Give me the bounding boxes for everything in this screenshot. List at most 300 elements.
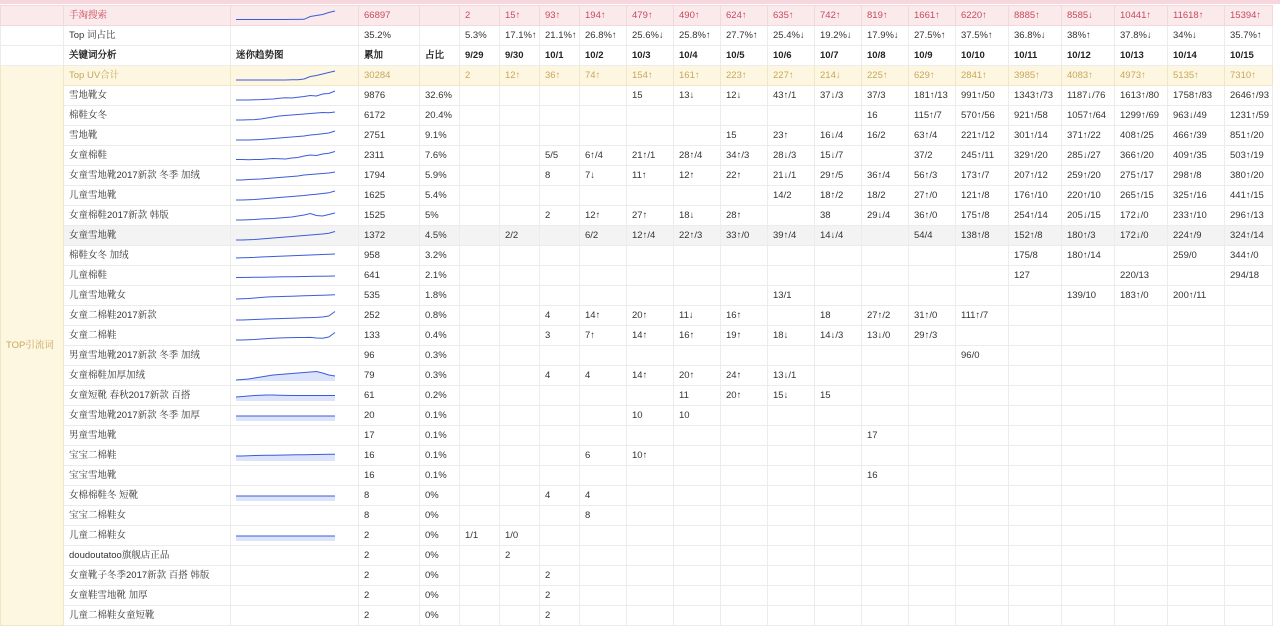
day-cell <box>862 366 909 386</box>
day-cell <box>540 346 580 366</box>
day-cell <box>674 446 721 466</box>
table-row[interactable] <box>1 166 1273 186</box>
total-cell: 8 <box>359 486 420 506</box>
day-cell: 223↑ <box>721 66 768 86</box>
day-cell: 214↓ <box>815 66 862 86</box>
sparkline-icon <box>236 610 336 622</box>
keyword-cell: 女童棉鞋 <box>64 146 231 166</box>
day-cell <box>580 266 627 286</box>
sparkline-icon <box>236 430 336 442</box>
day-cell: 10441↑ <box>1115 6 1168 26</box>
spark-cell <box>231 486 359 506</box>
day-cell: 16 <box>862 466 909 486</box>
table-row[interactable] <box>1 606 1273 626</box>
table-row[interactable] <box>1 506 1273 526</box>
day-cell <box>627 426 674 446</box>
sparkline-icon <box>236 590 336 602</box>
day-cell <box>768 546 815 566</box>
day-cell <box>1168 486 1225 506</box>
keyword-cell: 儿童雪地靴女 <box>64 286 231 306</box>
day-cell: 181↑/13 <box>909 86 956 106</box>
day-cell: 161↑ <box>674 66 721 86</box>
share-cell: 0.1% <box>420 406 460 426</box>
table-row[interactable] <box>1 226 1273 246</box>
day-cell <box>1225 326 1273 346</box>
keyword-cell: 宝宝二棉鞋女 <box>64 506 231 526</box>
day-cell <box>460 306 500 326</box>
day-cell: 18/2 <box>862 186 909 206</box>
day-cell: 4 <box>540 366 580 386</box>
day-cell: 2 <box>540 206 580 226</box>
day-cell <box>500 306 540 326</box>
day-cell <box>500 146 540 166</box>
total-cell: 1625 <box>359 186 420 206</box>
day-cell <box>1115 426 1168 446</box>
share-cell: 0% <box>420 606 460 626</box>
day-cell: 74↑ <box>580 66 627 86</box>
keyword-cell: 女童靴子冬季2017新款 百搭 韩版 <box>64 566 231 586</box>
keyword-cell: 宝宝二棉鞋 <box>64 446 231 466</box>
day-cell: 1231↑/59 <box>1225 106 1273 126</box>
day-cell <box>500 586 540 606</box>
sparkline-icon <box>236 550 336 562</box>
table-row[interactable] <box>1 566 1273 586</box>
spark-cell <box>231 206 359 226</box>
day-cell: 154↑ <box>627 66 674 86</box>
day-cell <box>674 486 721 506</box>
day-cell: 127 <box>1009 266 1062 286</box>
day-cell: 36.8%↓ <box>1009 26 1062 46</box>
day-cell <box>909 506 956 526</box>
day-cell <box>1225 286 1273 306</box>
day-cell <box>909 566 956 586</box>
day-cell <box>460 226 500 246</box>
day-cell <box>580 586 627 606</box>
day-cell <box>460 386 500 406</box>
day-cell <box>1168 326 1225 346</box>
day-cell <box>956 366 1009 386</box>
day-cell <box>627 186 674 206</box>
table-row[interactable] <box>1 266 1273 286</box>
header-row[interactable] <box>1 46 1273 66</box>
day-cell <box>815 546 862 566</box>
day-cell <box>500 326 540 346</box>
sparkline-icon <box>236 470 336 482</box>
day-cell <box>500 466 540 486</box>
day-cell <box>956 406 1009 426</box>
day-cell <box>1225 306 1273 326</box>
day-cell: 8885↑ <box>1009 6 1062 26</box>
table-row[interactable] <box>1 86 1273 106</box>
day-cell <box>540 446 580 466</box>
day-cell: 265↑/15 <box>1115 186 1168 206</box>
table-row[interactable] <box>1 206 1273 226</box>
day-cell: 220↑/10 <box>1062 186 1115 206</box>
spark-cell <box>231 326 359 346</box>
day-cell: 2 <box>540 606 580 626</box>
total-cell: 6172 <box>359 106 420 126</box>
day-cell: 2/2 <box>500 226 540 246</box>
day-cell <box>909 286 956 306</box>
table-row[interactable] <box>1 406 1273 426</box>
spark-cell <box>231 466 359 486</box>
day-cell <box>721 406 768 426</box>
day-cell <box>956 386 1009 406</box>
day-cell: 172↓/0 <box>1115 206 1168 226</box>
spark-cell <box>231 526 359 546</box>
day-cell <box>956 446 1009 466</box>
day-cell: 43↑/1 <box>768 86 815 106</box>
day-cell: 16↑ <box>674 326 721 346</box>
day-cell <box>627 126 674 146</box>
day-cell: 28↑ <box>721 206 768 226</box>
sparkline-icon <box>236 150 336 162</box>
spark-cell <box>231 26 359 46</box>
day-cell <box>909 586 956 606</box>
day-cell <box>1009 286 1062 306</box>
total-cell: 252 <box>359 306 420 326</box>
spark-cell <box>231 186 359 206</box>
sparkline-line <box>236 332 335 340</box>
day-cell: 54/4 <box>909 226 956 246</box>
day-cell <box>768 346 815 366</box>
table-row[interactable] <box>1 426 1273 446</box>
day-cell <box>815 606 862 626</box>
table-row[interactable] <box>1 366 1273 386</box>
total-cell: 79 <box>359 366 420 386</box>
keyword-cell: 女棉棉鞋冬 短靴 <box>64 486 231 506</box>
spark-cell <box>231 406 359 426</box>
day-cell <box>909 466 956 486</box>
sparkline-icon <box>236 130 336 142</box>
day-cell <box>815 486 862 506</box>
day-cell: 28↑/4 <box>674 146 721 166</box>
day-cell <box>540 506 580 526</box>
table-row[interactable] <box>1 466 1273 486</box>
table-row[interactable] <box>1 246 1273 266</box>
day-cell: 2646↑/93 <box>1225 86 1273 106</box>
day-cell: 1758↑/83 <box>1168 86 1225 106</box>
day-cell: 18↑/2 <box>815 186 862 206</box>
day-cell <box>460 86 500 106</box>
sparkline-line <box>236 71 335 80</box>
day-cell: 466↑/39 <box>1168 126 1225 146</box>
day-cell: 851↑/20 <box>1225 126 1273 146</box>
day-cell <box>460 486 500 506</box>
share-cell: 2.1% <box>420 266 460 286</box>
total-cell: 2 <box>359 546 420 566</box>
day-cell <box>627 266 674 286</box>
day-cell: 10/7 <box>815 46 862 66</box>
day-cell: 14↑ <box>580 306 627 326</box>
day-cell: 10/13 <box>1115 46 1168 66</box>
share-cell: 5.9% <box>420 166 460 186</box>
day-cell <box>862 606 909 626</box>
day-cell: 2 <box>540 586 580 606</box>
day-cell: 9/30 <box>500 46 540 66</box>
day-cell <box>815 406 862 426</box>
day-cell <box>1115 526 1168 546</box>
day-cell: 34↑/3 <box>721 146 768 166</box>
day-cell <box>956 266 1009 286</box>
total-cell: 累加 <box>359 46 420 66</box>
day-cell <box>460 586 500 606</box>
day-cell <box>627 526 674 546</box>
sparkline-icon <box>236 250 336 262</box>
day-cell <box>956 466 1009 486</box>
day-cell <box>768 106 815 126</box>
day-cell: 96/0 <box>956 346 1009 366</box>
share-cell <box>420 26 460 46</box>
day-cell <box>862 546 909 566</box>
day-cell <box>909 426 956 446</box>
day-cell <box>1225 406 1273 426</box>
day-cell: 180↑/14 <box>1062 246 1115 266</box>
day-cell: 27.5%↑ <box>909 26 956 46</box>
day-cell <box>815 566 862 586</box>
day-cell <box>674 106 721 126</box>
table-row[interactable] <box>1 326 1273 346</box>
day-cell: 12↑ <box>580 206 627 226</box>
day-cell <box>1168 386 1225 406</box>
total-cell: 96 <box>359 346 420 366</box>
spark-cell <box>231 286 359 306</box>
day-cell: 111↑/7 <box>956 306 1009 326</box>
keyword-cell: 儿童二棉鞋女童短靴 <box>64 606 231 626</box>
day-cell <box>500 606 540 626</box>
day-cell <box>500 206 540 226</box>
day-cell: 13/1 <box>768 286 815 306</box>
day-cell <box>1009 606 1062 626</box>
spark-cell <box>231 506 359 526</box>
day-cell <box>1168 526 1225 546</box>
day-cell <box>1062 446 1115 466</box>
share-cell: 32.6% <box>420 86 460 106</box>
day-cell: 259↑/20 <box>1062 166 1115 186</box>
day-cell <box>1062 546 1115 566</box>
spark-cell: 迷你趋势图 <box>231 46 359 66</box>
day-cell: 3 <box>540 326 580 346</box>
day-cell <box>862 386 909 406</box>
sparkline-icon <box>236 390 336 402</box>
day-cell <box>721 586 768 606</box>
day-cell: 408↑/25 <box>1115 126 1168 146</box>
day-cell <box>627 506 674 526</box>
day-cell <box>674 186 721 206</box>
day-cell: 175/8 <box>1009 246 1062 266</box>
day-cell: 200↑/11 <box>1168 286 1225 306</box>
day-cell <box>1168 446 1225 466</box>
keyword-cell: 儿童棉鞋 <box>64 266 231 286</box>
total-cell: 2 <box>359 526 420 546</box>
table-row[interactable] <box>1 106 1273 126</box>
day-cell <box>721 286 768 306</box>
day-cell: 175↑/8 <box>956 206 1009 226</box>
table-row[interactable] <box>1 146 1273 166</box>
keyword-cell: 关键词分析 <box>64 46 231 66</box>
day-cell <box>1062 466 1115 486</box>
table-row[interactable] <box>1 526 1273 546</box>
day-cell <box>956 526 1009 546</box>
table-row[interactable] <box>1 126 1273 146</box>
day-cell <box>1225 526 1273 546</box>
day-cell <box>909 366 956 386</box>
share-cell: 5.4% <box>420 186 460 206</box>
day-cell: 2 <box>460 6 500 26</box>
day-cell <box>1168 546 1225 566</box>
row-top-uv[interactable] <box>1 66 1273 86</box>
day-cell <box>580 566 627 586</box>
day-cell <box>1115 546 1168 566</box>
day-cell <box>909 346 956 366</box>
day-cell <box>909 486 956 506</box>
day-cell <box>815 266 862 286</box>
share-cell <box>420 6 460 26</box>
day-cell: 15↑ <box>500 6 540 26</box>
total-cell: 1372 <box>359 226 420 246</box>
day-cell <box>1062 606 1115 626</box>
day-cell <box>768 426 815 446</box>
spark-cell <box>231 246 359 266</box>
day-cell <box>500 286 540 306</box>
day-cell: 176↑/10 <box>1009 186 1062 206</box>
day-cell <box>580 186 627 206</box>
day-cell <box>500 406 540 426</box>
day-cell <box>580 386 627 406</box>
day-cell <box>1062 526 1115 546</box>
day-cell: 503↑/19 <box>1225 146 1273 166</box>
day-cell: 7310↑ <box>1225 66 1273 86</box>
table-row[interactable] <box>1 186 1273 206</box>
row-top-ratio[interactable] <box>1 26 1273 46</box>
day-cell <box>909 606 956 626</box>
total-cell: 35.2% <box>359 26 420 46</box>
day-cell: 254↑/14 <box>1009 206 1062 226</box>
day-cell <box>674 466 721 486</box>
keyword-cell: 女童雪地靴2017新款 冬季 加厚 <box>64 406 231 426</box>
day-cell: 13↓/0 <box>862 326 909 346</box>
day-cell <box>580 466 627 486</box>
day-cell: 8585↓ <box>1062 6 1115 26</box>
day-cell: 4 <box>540 486 580 506</box>
day-cell <box>674 426 721 446</box>
table-row[interactable] <box>1 306 1273 326</box>
table-row[interactable] <box>1 346 1273 366</box>
day-cell <box>500 86 540 106</box>
day-cell: 39↑/4 <box>768 226 815 246</box>
day-cell: 115↑/7 <box>909 106 956 126</box>
day-cell: 324↑/14 <box>1225 226 1273 246</box>
table-row[interactable] <box>1 546 1273 566</box>
day-cell: 298↑/8 <box>1168 166 1225 186</box>
total-cell: 641 <box>359 266 420 286</box>
day-cell: 37.8%↓ <box>1115 26 1168 46</box>
day-cell: 245↑/11 <box>956 146 1009 166</box>
day-cell: 13↓ <box>674 86 721 106</box>
share-cell: 0% <box>420 486 460 506</box>
share-cell: 0% <box>420 546 460 566</box>
day-cell <box>460 366 500 386</box>
day-cell: 173↑/7 <box>956 166 1009 186</box>
day-cell <box>500 106 540 126</box>
day-cell <box>1009 306 1062 326</box>
keyword-cell: 棉鞋女冬 <box>64 106 231 126</box>
day-cell: 12↓ <box>721 86 768 106</box>
keyword-cell: 女童二棉鞋2017新款 <box>64 306 231 326</box>
total-cell: 2751 <box>359 126 420 146</box>
day-cell <box>768 526 815 546</box>
day-cell <box>1115 326 1168 346</box>
table-row[interactable] <box>1 386 1273 406</box>
day-cell <box>674 346 721 366</box>
day-cell: 29↑/3 <box>909 326 956 346</box>
day-cell <box>909 446 956 466</box>
day-cell: 18↓ <box>768 326 815 346</box>
day-cell: 10/5 <box>721 46 768 66</box>
total-cell: 66897 <box>359 6 420 26</box>
day-cell <box>956 286 1009 306</box>
spark-cell <box>231 566 359 586</box>
day-cell: 25.8%↑ <box>674 26 721 46</box>
keyword-cell: Top 词占比 <box>64 26 231 46</box>
day-cell <box>627 346 674 366</box>
day-cell <box>1168 306 1225 326</box>
day-cell <box>500 566 540 586</box>
table-row[interactable] <box>1 486 1273 506</box>
day-cell: 1/1 <box>460 526 500 546</box>
day-cell: 25.4%↓ <box>768 26 815 46</box>
sparkline-line <box>236 91 335 100</box>
day-cell: 1/0 <box>500 526 540 546</box>
spark-cell <box>231 386 359 406</box>
day-cell <box>1115 466 1168 486</box>
table-row[interactable] <box>1 286 1273 306</box>
day-cell: 19↑ <box>721 326 768 346</box>
table-row[interactable] <box>1 586 1273 606</box>
day-cell <box>1115 566 1168 586</box>
day-cell: 14/2 <box>768 186 815 206</box>
day-cell <box>460 346 500 366</box>
day-cell <box>1009 406 1062 426</box>
day-cell: 991↑/50 <box>956 86 1009 106</box>
day-cell: 20↑ <box>627 306 674 326</box>
total-cell: 958 <box>359 246 420 266</box>
day-cell: 10/9 <box>909 46 956 66</box>
day-cell: 139/10 <box>1062 286 1115 306</box>
sparkline-area <box>236 371 335 381</box>
day-cell <box>815 506 862 526</box>
table-row[interactable] <box>1 446 1273 466</box>
day-cell <box>674 246 721 266</box>
row-shoutao-search[interactable] <box>1 6 1273 26</box>
day-cell: 10/2 <box>580 46 627 66</box>
day-cell <box>1168 266 1225 286</box>
day-cell: 11618↑ <box>1168 6 1225 26</box>
sparkline-icon <box>236 450 336 462</box>
day-cell <box>460 546 500 566</box>
day-cell <box>768 446 815 466</box>
sparkline-icon <box>236 410 336 422</box>
day-cell: 296↑/13 <box>1225 206 1273 226</box>
day-cell: 6 <box>580 446 627 466</box>
day-cell <box>580 346 627 366</box>
day-cell: 15 <box>721 126 768 146</box>
day-cell <box>1062 266 1115 286</box>
day-cell: 259/0 <box>1168 246 1225 266</box>
sparkline-icon <box>236 570 336 582</box>
day-cell: 224↑/9 <box>1168 226 1225 246</box>
day-cell <box>862 506 909 526</box>
